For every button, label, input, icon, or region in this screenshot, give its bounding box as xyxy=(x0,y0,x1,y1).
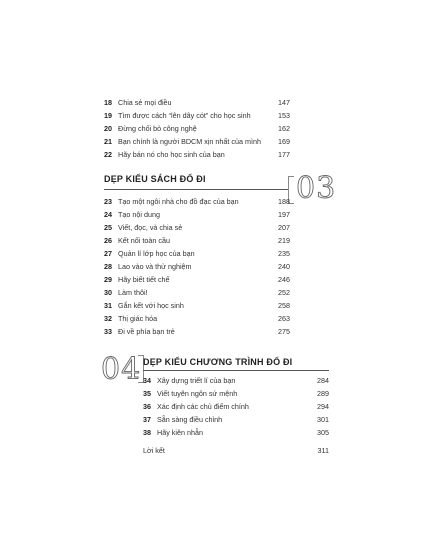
entry-number: 18 xyxy=(104,98,112,107)
section-number: 04 xyxy=(101,352,142,387)
entry-number: 21 xyxy=(104,137,112,146)
section-rule xyxy=(143,370,329,371)
entry-page: 284 xyxy=(317,376,329,385)
entry-page: 252 xyxy=(278,288,290,297)
entry-page: 246 xyxy=(278,275,290,284)
entry-title: Gắn kết với học sinh xyxy=(118,301,184,310)
entry-number: 24 xyxy=(104,210,112,219)
entry-page: 188 xyxy=(278,197,290,206)
entry-page: 169 xyxy=(278,137,290,146)
section-number: 03 xyxy=(296,171,337,206)
entry-title: Làm thôi! xyxy=(118,288,148,297)
toc-entry xyxy=(143,401,329,412)
entry-number: 30 xyxy=(104,288,112,297)
entry-page: 153 xyxy=(278,111,290,120)
toc-entry xyxy=(104,123,290,134)
entry-number: 22 xyxy=(104,150,112,159)
entry-number: 37 xyxy=(143,415,151,424)
entry-number: 32 xyxy=(104,314,112,323)
entry-title: Sẵn sàng điều chỉnh xyxy=(157,415,223,424)
entry-page: 311 xyxy=(317,446,329,455)
entry-page: 275 xyxy=(278,327,290,336)
entry-number: 31 xyxy=(104,301,112,310)
toc-entry xyxy=(104,136,290,147)
entry-number: 27 xyxy=(104,249,112,258)
toc-entry xyxy=(104,209,290,220)
entry-title: Quản lí lớp học của bạn xyxy=(118,249,195,258)
entry-number: 38 xyxy=(143,428,151,437)
toc-entry xyxy=(104,235,290,246)
toc-entry xyxy=(104,287,290,298)
entry-page: 235 xyxy=(278,249,290,258)
entry-title: Kết nối toàn cầu xyxy=(118,236,170,245)
entry-title: Lao vào và thử nghiệm xyxy=(118,262,192,271)
toc-entry xyxy=(104,196,290,207)
entry-title: Tạo một ngôi nhà cho đồ đạc của bạn xyxy=(118,197,239,206)
entry-number: 34 xyxy=(143,376,151,385)
entry-title: Hãy bán nó cho học sinh của bạn xyxy=(118,150,225,159)
toc-entry xyxy=(104,248,290,259)
entry-number: 25 xyxy=(104,223,112,232)
entry-title: Chia sẻ mọi điều xyxy=(118,98,172,107)
entry-number: 19 xyxy=(104,111,112,120)
toc-entry xyxy=(104,326,290,337)
toc-entry xyxy=(104,149,290,160)
entry-number: 20 xyxy=(104,124,112,133)
entry-page: 301 xyxy=(317,415,329,424)
toc-entry xyxy=(143,414,329,425)
toc-entry xyxy=(104,274,290,285)
entry-title: Tạo nội dung xyxy=(118,210,160,219)
section-rule xyxy=(104,189,288,190)
entry-page: 197 xyxy=(278,210,290,219)
section-heading: DẸP KIỂU SÁCH ĐỔ ĐI xyxy=(104,174,206,184)
entry-title: Xây dựng triết lí của bạn xyxy=(157,376,236,385)
entry-title: Hãy biết tiết chế xyxy=(118,275,170,284)
toc-entry xyxy=(143,375,329,386)
entry-title: Hãy kiên nhẫn xyxy=(157,428,203,437)
toc-entry xyxy=(104,300,290,311)
entry-title: Đừng chối bỏ công nghệ xyxy=(118,124,197,133)
toc-entry xyxy=(143,427,329,438)
entry-title: Tìm được cách “lên dây cót” cho học sinh xyxy=(118,111,251,120)
entry-page: 177 xyxy=(278,150,290,159)
section-heading: DẸP KIỂU CHƯƠNG TRÌNH ĐỔ ĐI xyxy=(143,357,293,367)
entry-title: Thị giác hóa xyxy=(118,314,158,323)
entry-page: 263 xyxy=(278,314,290,323)
entry-title: Đi về phía bạn trẻ xyxy=(118,327,175,336)
entry-title: Lời kết xyxy=(143,446,165,455)
toc-entry-closing xyxy=(143,445,329,456)
entry-title: Bạn chính là người BDCM xịn nhất của mình xyxy=(118,137,261,146)
entry-page: 219 xyxy=(278,236,290,245)
toc-entry xyxy=(104,110,290,121)
toc-entry xyxy=(104,222,290,233)
toc-entry xyxy=(104,313,290,324)
entry-page: 289 xyxy=(317,389,329,398)
entry-title: Viết, đọc, và chia sẻ xyxy=(118,223,183,232)
entry-page: 305 xyxy=(317,428,329,437)
toc-entry xyxy=(143,388,329,399)
toc-entry xyxy=(104,261,290,272)
entry-number: 35 xyxy=(143,389,151,398)
entry-number: 28 xyxy=(104,262,112,271)
entry-page: 294 xyxy=(317,402,329,411)
entry-number: 23 xyxy=(104,197,112,206)
toc-entry xyxy=(104,97,290,108)
entry-number: 26 xyxy=(104,236,112,245)
entry-title: Xác định các chủ điểm chính xyxy=(157,402,249,411)
entry-page: 240 xyxy=(278,262,290,271)
entry-page: 258 xyxy=(278,301,290,310)
entry-page: 207 xyxy=(278,223,290,232)
entry-page: 162 xyxy=(278,124,290,133)
entry-title: Viết tuyên ngôn sứ mệnh xyxy=(157,389,238,398)
entry-number: 33 xyxy=(104,327,112,336)
entry-number: 36 xyxy=(143,402,151,411)
entry-page: 147 xyxy=(278,98,290,107)
entry-number: 29 xyxy=(104,275,112,284)
